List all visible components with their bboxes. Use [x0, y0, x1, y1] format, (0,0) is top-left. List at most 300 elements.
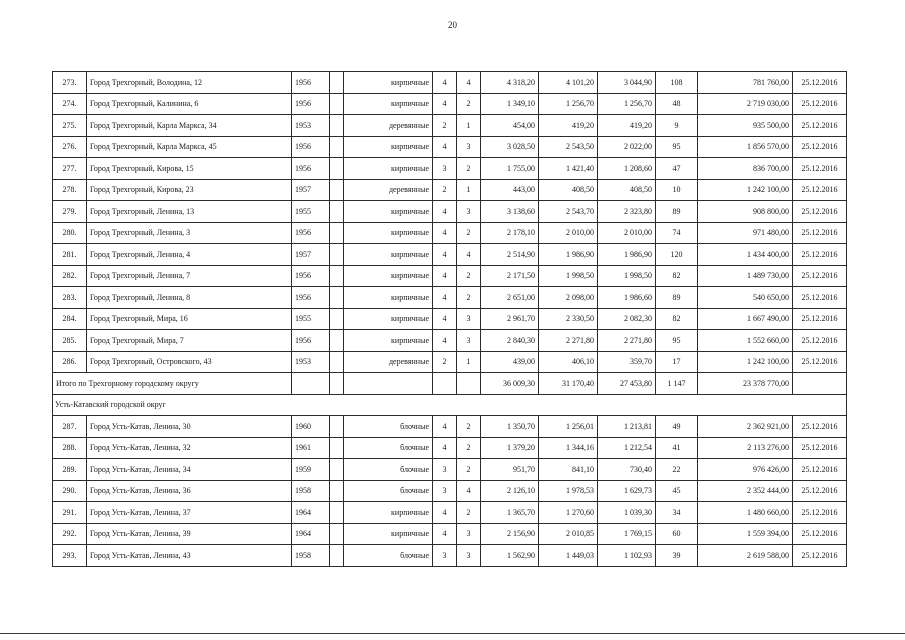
cell-area-residential: 1 256,01 — [539, 416, 598, 438]
cell-material: кирпичные — [344, 136, 433, 158]
table-row — [53, 222, 847, 244]
cell-area-total: 2 840,30 — [481, 330, 539, 352]
cell-area-residential: 4 101,20 — [539, 72, 598, 94]
cell-floors: 2 — [433, 179, 457, 201]
cell-material: кирпичные — [344, 308, 433, 330]
cell-entrances: 4 — [457, 244, 481, 266]
cell-floors: 4 — [433, 222, 457, 244]
cell-area-residential: 2 098,00 — [539, 287, 598, 309]
cell-area-living: 419,20 — [598, 115, 656, 137]
cell-cost: 1 667 490,00 — [698, 308, 793, 330]
cell-year: 1957 — [292, 179, 330, 201]
cell-year: 1956 — [292, 222, 330, 244]
cell-area-living: 1 212,54 — [598, 437, 656, 459]
cell-blank — [330, 459, 344, 481]
cell-floors: 2 — [433, 115, 457, 137]
cell-entrances: 2 — [457, 502, 481, 524]
total-residents: 1 147 — [656, 373, 698, 395]
cell-year: 1964 — [292, 523, 330, 545]
table-row — [53, 201, 847, 223]
cell-date: 25.12.2016 — [793, 201, 847, 223]
cell-blank — [330, 416, 344, 438]
cell-floors: 4 — [433, 244, 457, 266]
cell-entrances: 4 — [457, 72, 481, 94]
cell-address: Город Трехгорный, Мира, 7 — [87, 330, 292, 352]
cell-area-residential: 1 978,53 — [539, 480, 598, 502]
cell-entrances: 2 — [457, 287, 481, 309]
cell-area-living: 1 213,81 — [598, 416, 656, 438]
cell-entrances: 2 — [457, 437, 481, 459]
total-area-residential: 31 170,40 — [539, 373, 598, 395]
cell-entrances: 3 — [457, 523, 481, 545]
cell-entrances: 3 — [457, 201, 481, 223]
table-row — [53, 244, 847, 266]
cell-date: 25.12.2016 — [793, 115, 847, 137]
cell-area-residential: 2 010,85 — [539, 523, 598, 545]
cell-cost: 976 426,00 — [698, 459, 793, 481]
table-row — [53, 523, 847, 545]
cell-floors: 4 — [433, 72, 457, 94]
cell-num: 279. — [53, 201, 87, 223]
cell-area-total: 1 365,70 — [481, 502, 539, 524]
section-label: Усть-Катавский городской округ — [53, 394, 847, 416]
cell-num: 283. — [53, 287, 87, 309]
cell-address: Город Трехгорный, Ленина, 4 — [87, 244, 292, 266]
cell-year: 1960 — [292, 416, 330, 438]
cell-residents: 82 — [656, 308, 698, 330]
cell-blank — [330, 72, 344, 94]
cell-entrances: 3 — [457, 136, 481, 158]
cell-entrances: 2 — [457, 459, 481, 481]
cell-area-total: 3 028,50 — [481, 136, 539, 158]
cell-blank — [330, 502, 344, 524]
cell-area-total: 3 138,60 — [481, 201, 539, 223]
total-area-living: 27 453,80 — [598, 373, 656, 395]
cell-material: деревянные — [344, 115, 433, 137]
cell-blank — [330, 480, 344, 502]
cell-date: 25.12.2016 — [793, 416, 847, 438]
table-row — [53, 72, 847, 94]
cell-area-total: 1 755,00 — [481, 158, 539, 180]
cell-material: кирпичные — [344, 158, 433, 180]
cell-area-total: 443,00 — [481, 179, 539, 201]
cell-date: 25.12.2016 — [793, 244, 847, 266]
cell-year: 1961 — [292, 437, 330, 459]
cell-area-total: 2 178,10 — [481, 222, 539, 244]
cell-material: кирпичные — [344, 244, 433, 266]
cell-cost: 2 619 588,00 — [698, 545, 793, 567]
cell-date: 25.12.2016 — [793, 72, 847, 94]
cell-residents: 45 — [656, 480, 698, 502]
cell-cost: 908 800,00 — [698, 201, 793, 223]
cell-material: кирпичные — [344, 330, 433, 352]
table-row — [53, 437, 847, 459]
cell-area-residential: 1 986,90 — [539, 244, 598, 266]
table-row — [53, 158, 847, 180]
table-row — [53, 330, 847, 352]
cell-blank — [330, 179, 344, 201]
cell-area-residential: 1 270,60 — [539, 502, 598, 524]
cell-entrances: 3 — [457, 308, 481, 330]
cell-area-total: 2 126,10 — [481, 480, 539, 502]
cell-num: 286. — [53, 351, 87, 373]
total-area-total: 36 009,30 — [481, 373, 539, 395]
cell-area-residential: 841,10 — [539, 459, 598, 481]
cell-empty — [793, 373, 847, 395]
cell-material: блочные — [344, 545, 433, 567]
cell-address: Город Трехгорный, Карла Маркса, 34 — [87, 115, 292, 137]
cell-date: 25.12.2016 — [793, 222, 847, 244]
cell-year: 1956 — [292, 136, 330, 158]
cell-entrances: 1 — [457, 115, 481, 137]
cell-area-total: 1 379,20 — [481, 437, 539, 459]
cell-area-living: 359,70 — [598, 351, 656, 373]
cell-year: 1953 — [292, 115, 330, 137]
cell-area-residential: 1 998,50 — [539, 265, 598, 287]
cell-cost: 1 489 730,00 — [698, 265, 793, 287]
cell-num: 281. — [53, 244, 87, 266]
table-row — [53, 416, 847, 438]
cell-area-living: 2 271,80 — [598, 330, 656, 352]
cell-address: Город Усть-Катав, Ленина, 36 — [87, 480, 292, 502]
cell-num: 291. — [53, 502, 87, 524]
cell-floors: 4 — [433, 136, 457, 158]
cell-area-residential: 1 421,40 — [539, 158, 598, 180]
cell-address: Город Трехгорный, Ленина, 7 — [87, 265, 292, 287]
cell-floors: 4 — [433, 93, 457, 115]
cell-num: 273. — [53, 72, 87, 94]
cell-num: 275. — [53, 115, 87, 137]
cell-date: 25.12.2016 — [793, 179, 847, 201]
cell-entrances: 1 — [457, 179, 481, 201]
cell-empty — [330, 373, 344, 395]
cell-num: 277. — [53, 158, 87, 180]
total-cost: 23 378 770,00 — [698, 373, 793, 395]
cell-empty — [457, 373, 481, 395]
cell-cost: 2 352 444,00 — [698, 480, 793, 502]
cell-area-living: 1 102,93 — [598, 545, 656, 567]
cell-floors: 4 — [433, 308, 457, 330]
cell-residents: 10 — [656, 179, 698, 201]
cell-area-living: 3 044,90 — [598, 72, 656, 94]
cell-blank — [330, 265, 344, 287]
cell-num: 278. — [53, 179, 87, 201]
cell-cost: 1 242 100,00 — [698, 351, 793, 373]
cell-area-total: 2 514,90 — [481, 244, 539, 266]
total-row — [53, 373, 847, 395]
cell-year: 1956 — [292, 72, 330, 94]
cell-address: Город Усть-Катав, Ленина, 34 — [87, 459, 292, 481]
cell-year: 1964 — [292, 502, 330, 524]
cell-cost: 1 434 400,00 — [698, 244, 793, 266]
cell-address: Город Усть-Катав, Ленина, 32 — [87, 437, 292, 459]
table-row — [53, 545, 847, 567]
cell-floors: 4 — [433, 523, 457, 545]
cell-blank — [330, 201, 344, 223]
page-number: 20 — [448, 20, 457, 30]
cell-date: 25.12.2016 — [793, 287, 847, 309]
cell-empty — [344, 373, 433, 395]
cell-date: 25.12.2016 — [793, 351, 847, 373]
cell-num: 288. — [53, 437, 87, 459]
cell-date: 25.12.2016 — [793, 459, 847, 481]
cell-entrances: 1 — [457, 351, 481, 373]
cell-address: Город Трехгорный, Кирова, 15 — [87, 158, 292, 180]
table-row — [53, 115, 847, 137]
cell-date: 25.12.2016 — [793, 158, 847, 180]
cell-material: кирпичные — [344, 287, 433, 309]
cell-date: 25.12.2016 — [793, 330, 847, 352]
cell-address: Город Трехгорный, Островского, 43 — [87, 351, 292, 373]
table-row — [53, 480, 847, 502]
cell-entrances: 2 — [457, 265, 481, 287]
cell-address: Город Трехгорный, Кирова, 23 — [87, 179, 292, 201]
cell-cost: 1 559 394,00 — [698, 523, 793, 545]
cell-empty — [433, 373, 457, 395]
cell-entrances: 3 — [457, 545, 481, 567]
cell-blank — [330, 136, 344, 158]
cell-area-living: 1 769,15 — [598, 523, 656, 545]
cell-cost: 781 760,00 — [698, 72, 793, 94]
cell-num: 274. — [53, 93, 87, 115]
cell-blank — [330, 330, 344, 352]
cell-area-living: 1 998,50 — [598, 265, 656, 287]
cell-area-total: 439,00 — [481, 351, 539, 373]
cell-residents: 48 — [656, 93, 698, 115]
cell-year: 1953 — [292, 351, 330, 373]
cell-residents: 49 — [656, 416, 698, 438]
cell-residents: 82 — [656, 265, 698, 287]
cell-material: кирпичные — [344, 523, 433, 545]
cell-year: 1955 — [292, 308, 330, 330]
table-body — [53, 72, 847, 567]
cell-area-residential: 408,50 — [539, 179, 598, 201]
cell-blank — [330, 287, 344, 309]
cell-floors: 4 — [433, 287, 457, 309]
cell-num: 293. — [53, 545, 87, 567]
cell-num: 292. — [53, 523, 87, 545]
cell-entrances: 2 — [457, 158, 481, 180]
cell-date: 25.12.2016 — [793, 136, 847, 158]
cell-area-living: 2 010,00 — [598, 222, 656, 244]
cell-date: 25.12.2016 — [793, 437, 847, 459]
cell-residents: 47 — [656, 158, 698, 180]
footer-rule — [0, 633, 905, 634]
cell-cost: 540 650,00 — [698, 287, 793, 309]
cell-area-total: 2 651,00 — [481, 287, 539, 309]
cell-cost: 971 480,00 — [698, 222, 793, 244]
cell-year: 1959 — [292, 459, 330, 481]
cell-area-residential: 1 344,16 — [539, 437, 598, 459]
cell-material: кирпичные — [344, 222, 433, 244]
cell-date: 25.12.2016 — [793, 502, 847, 524]
cell-cost: 1 856 570,00 — [698, 136, 793, 158]
cell-num: 289. — [53, 459, 87, 481]
cell-year: 1956 — [292, 265, 330, 287]
cell-floors: 3 — [433, 459, 457, 481]
cell-area-residential: 2 330,50 — [539, 308, 598, 330]
cell-area-living: 1 986,60 — [598, 287, 656, 309]
cell-area-residential: 2 271,80 — [539, 330, 598, 352]
cell-floors: 4 — [433, 437, 457, 459]
cell-area-residential: 2 010,00 — [539, 222, 598, 244]
cell-material: кирпичные — [344, 93, 433, 115]
cell-address: Город Трехгорный, Ленина, 3 — [87, 222, 292, 244]
cell-cost: 1 480 660,00 — [698, 502, 793, 524]
cell-area-total: 4 318,20 — [481, 72, 539, 94]
cell-num: 284. — [53, 308, 87, 330]
cell-area-total: 454,00 — [481, 115, 539, 137]
cell-area-living: 2 323,80 — [598, 201, 656, 223]
cell-address: Город Трехгорный, Ленина, 8 — [87, 287, 292, 309]
cell-cost: 2 719 030,00 — [698, 93, 793, 115]
cell-area-total: 1 350,70 — [481, 416, 539, 438]
cell-blank — [330, 158, 344, 180]
cell-floors: 3 — [433, 480, 457, 502]
cell-num: 285. — [53, 330, 87, 352]
table-row — [53, 179, 847, 201]
cell-residents: 60 — [656, 523, 698, 545]
housing-registry-table — [52, 71, 847, 567]
cell-entrances: 4 — [457, 480, 481, 502]
cell-residents: 22 — [656, 459, 698, 481]
cell-address: Город Трехгорный, Ленина, 13 — [87, 201, 292, 223]
cell-blank — [330, 523, 344, 545]
cell-area-residential: 2 543,70 — [539, 201, 598, 223]
cell-num: 282. — [53, 265, 87, 287]
cell-area-total: 951,70 — [481, 459, 539, 481]
cell-area-residential: 1 256,70 — [539, 93, 598, 115]
cell-date: 25.12.2016 — [793, 308, 847, 330]
cell-date: 25.12.2016 — [793, 545, 847, 567]
cell-address: Город Усть-Катав, Ленина, 30 — [87, 416, 292, 438]
cell-address: Город Усть-Катав, Ленина, 43 — [87, 545, 292, 567]
cell-entrances: 2 — [457, 93, 481, 115]
cell-material: кирпичные — [344, 265, 433, 287]
cell-floors: 4 — [433, 201, 457, 223]
cell-blank — [330, 115, 344, 137]
cell-cost: 1 552 660,00 — [698, 330, 793, 352]
cell-blank — [330, 437, 344, 459]
cell-area-residential: 406,10 — [539, 351, 598, 373]
cell-area-living: 2 082,30 — [598, 308, 656, 330]
cell-floors: 3 — [433, 545, 457, 567]
cell-entrances: 2 — [457, 416, 481, 438]
cell-cost: 2 362 921,00 — [698, 416, 793, 438]
cell-address: Город Трехгорный, Мира, 16 — [87, 308, 292, 330]
cell-num: 287. — [53, 416, 87, 438]
cell-year: 1956 — [292, 287, 330, 309]
cell-area-living: 730,40 — [598, 459, 656, 481]
cell-date: 25.12.2016 — [793, 480, 847, 502]
cell-floors: 4 — [433, 416, 457, 438]
cell-area-total: 1 349,10 — [481, 93, 539, 115]
cell-cost: 2 113 276,00 — [698, 437, 793, 459]
cell-entrances: 3 — [457, 330, 481, 352]
cell-date: 25.12.2016 — [793, 523, 847, 545]
cell-blank — [330, 93, 344, 115]
cell-blank — [330, 222, 344, 244]
cell-material: кирпичные — [344, 201, 433, 223]
cell-material: кирпичные — [344, 502, 433, 524]
cell-residents: 34 — [656, 502, 698, 524]
cell-residents: 74 — [656, 222, 698, 244]
cell-cost: 1 242 100,00 — [698, 179, 793, 201]
cell-num: 290. — [53, 480, 87, 502]
cell-floors: 4 — [433, 265, 457, 287]
cell-area-living: 1 208,60 — [598, 158, 656, 180]
cell-address: Город Трехгорный, Карла Маркса, 45 — [87, 136, 292, 158]
cell-area-living: 1 629,73 — [598, 480, 656, 502]
cell-floors: 4 — [433, 330, 457, 352]
cell-residents: 41 — [656, 437, 698, 459]
cell-num: 276. — [53, 136, 87, 158]
cell-material: блочные — [344, 459, 433, 481]
cell-address: Город Трехгорный, Калинина, 6 — [87, 93, 292, 115]
cell-blank — [330, 545, 344, 567]
section-row — [53, 394, 847, 416]
cell-floors: 4 — [433, 502, 457, 524]
cell-year: 1956 — [292, 158, 330, 180]
cell-entrances: 2 — [457, 222, 481, 244]
table-row — [53, 502, 847, 524]
total-label: Итого по Трехгорному городскому округу — [53, 373, 292, 395]
table-row — [53, 287, 847, 309]
cell-area-living: 408,50 — [598, 179, 656, 201]
cell-floors: 2 — [433, 351, 457, 373]
table-row — [53, 93, 847, 115]
cell-area-residential: 419,20 — [539, 115, 598, 137]
cell-area-living: 1 256,70 — [598, 93, 656, 115]
cell-residents: 120 — [656, 244, 698, 266]
cell-cost: 935 500,00 — [698, 115, 793, 137]
cell-material: деревянные — [344, 351, 433, 373]
cell-num: 280. — [53, 222, 87, 244]
cell-material: деревянные — [344, 179, 433, 201]
table-row — [53, 265, 847, 287]
table-row — [53, 351, 847, 373]
cell-year: 1956 — [292, 330, 330, 352]
cell-year: 1958 — [292, 480, 330, 502]
cell-date: 25.12.2016 — [793, 93, 847, 115]
cell-material: блочные — [344, 416, 433, 438]
cell-residents: 95 — [656, 330, 698, 352]
cell-address: Город Усть-Катав, Ленина, 39 — [87, 523, 292, 545]
cell-residents: 9 — [656, 115, 698, 137]
cell-area-total: 2 171,50 — [481, 265, 539, 287]
cell-floors: 3 — [433, 158, 457, 180]
cell-material: блочные — [344, 480, 433, 502]
cell-residents: 39 — [656, 545, 698, 567]
cell-area-total: 2 156,90 — [481, 523, 539, 545]
table-row — [53, 308, 847, 330]
cell-area-residential: 1 449,03 — [539, 545, 598, 567]
cell-area-living: 1 986,90 — [598, 244, 656, 266]
cell-material: кирпичные — [344, 72, 433, 94]
table-row — [53, 136, 847, 158]
cell-address: Город Трехгорный, Володина, 12 — [87, 72, 292, 94]
table-row — [53, 459, 847, 481]
cell-blank — [330, 244, 344, 266]
cell-residents: 89 — [656, 201, 698, 223]
cell-residents: 17 — [656, 351, 698, 373]
cell-blank — [330, 308, 344, 330]
cell-year: 1957 — [292, 244, 330, 266]
cell-area-total: 1 562,90 — [481, 545, 539, 567]
cell-area-residential: 2 543,50 — [539, 136, 598, 158]
cell-residents: 95 — [656, 136, 698, 158]
cell-year: 1958 — [292, 545, 330, 567]
